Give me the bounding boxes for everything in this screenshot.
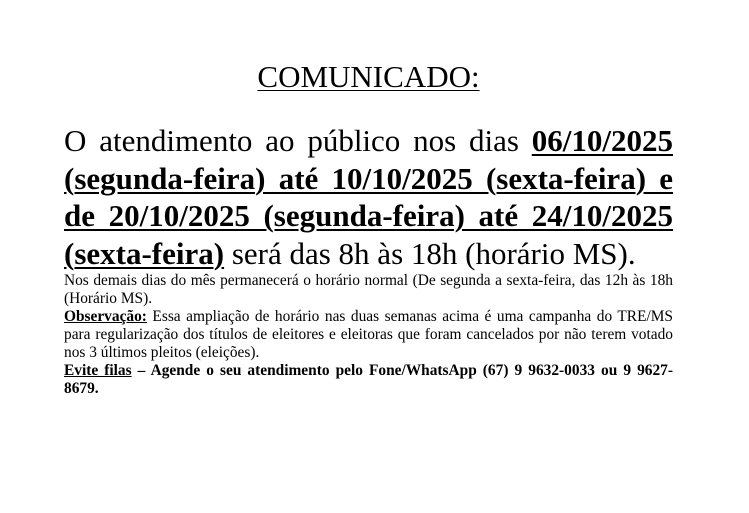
announcement-hours: será das 8h às 18h (horário MS).: [224, 235, 636, 271]
normal-hours-note: Nos demais dias do mês permanecerá o horário normal (De segunda a sexta-feira, das 12h às 18h (Horário MS).: [64, 272, 673, 307]
queue-note: [64, 362, 673, 398]
observation-note: [64, 308, 673, 362]
observation-text: Essa ampliação de horário nas duas semanas acima é uma campanha do TRE/MS para regularização dos títulos de eleitores e eleitoras que foram cancelados por não terem votado nos 3 últimos pleitos (eleições).: [64, 308, 673, 361]
notice-document: [64, 58, 673, 398]
announcement-dates: 06/10/2025 (segunda-feira) até 10/10/2025 (sexta-feira) e de 20/10/2025 (segunda-feira) até 24/10/2025 (sexta-feira): [64, 123, 673, 271]
observation-label: Observação:: [64, 308, 147, 325]
queue-text: – Agende o seu atendimento pelo Fone/WhatsApp (67) 9 9632-0033 ou 9 9627-8679.: [64, 362, 673, 397]
main-announcement: [64, 122, 673, 272]
notice-title: COMUNICADO:: [257, 59, 480, 94]
announcement-intro: O atendimento ao público nos dias: [64, 123, 532, 158]
queue-label: Evite filas: [64, 362, 132, 379]
